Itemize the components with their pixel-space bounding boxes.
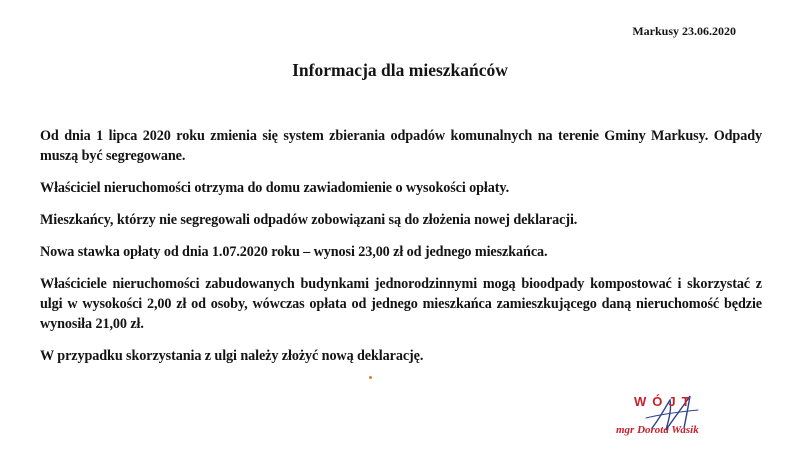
stray-dot <box>369 376 372 379</box>
signature-stamp <box>606 388 736 444</box>
paragraph-new-declaration: Mieszkańcy, którzy nie segregowali odpadów zobowiązani są do złożenia nowej deklaracji. <box>40 212 578 228</box>
document-title: Informacja dla mieszkańców <box>292 60 508 80</box>
signature-title: WÓJT <box>634 394 696 409</box>
document-date: Markusy 23.06.2020 <box>632 24 736 38</box>
paragraph-discount-declaration: W przypadku skorzystania z ulgi należy złożyć nową deklarację. <box>40 348 424 364</box>
paragraph-system-change: Od dnia 1 lipca 2020 roku zmienia się system zbierania odpadów komunalnych na terenie Gminy Markusy. Odpady muszą być segregowane. <box>40 128 762 164</box>
paragraph-new-rate: Nowa stawka opłaty od dnia 1.07.2020 roku – wynosi 23,00 zł od jednego mieszkańca. <box>40 244 548 260</box>
paragraph-notification: Właściciel nieruchomości otrzyma do domu zawiadomienie o wysokości opłaty. <box>40 180 510 196</box>
signature-name: mgr Dorota Wasik <box>616 424 699 436</box>
paragraph-compost-discount: Właściciele nieruchomości zabudowanych budynkami jednorodzinnymi mogą bioodpady kompostować i skorzystać z ulgi w wysokości 2,00 zł od osoby, wówczas opłata od jednego mieszkańca zamieszkującego daną nieruchomość będzie wynosiła 21,00 zł. <box>40 276 762 332</box>
document-body <box>40 126 762 378</box>
